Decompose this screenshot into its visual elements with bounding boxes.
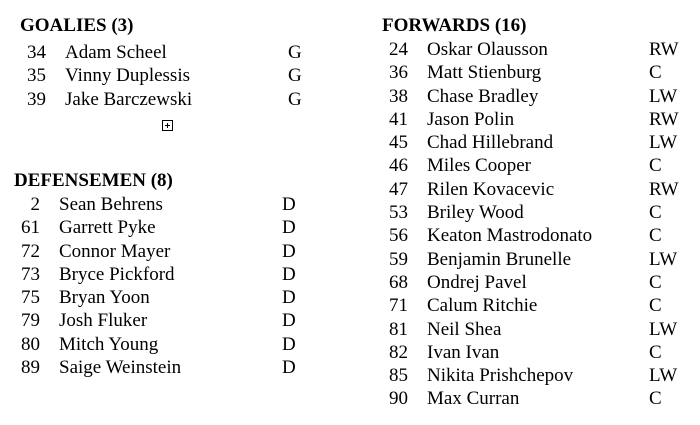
- roster-row: [382, 61, 692, 84]
- roster-row: [382, 248, 692, 271]
- player-position: C: [649, 271, 662, 293]
- player-name: Connor Mayer: [59, 240, 171, 262]
- player-position: G: [288, 88, 302, 110]
- player-number: 36: [389, 62, 408, 84]
- defensemen-list: [14, 193, 314, 379]
- roster-row: [382, 271, 692, 294]
- player-number: 39: [27, 88, 46, 110]
- roster-row: [14, 263, 314, 286]
- player-number: 79: [21, 310, 40, 332]
- player-name: Garrett Pyke: [59, 217, 156, 239]
- player-position: C: [649, 225, 662, 247]
- roster-row: [382, 294, 692, 317]
- player-name: Ondrej Pavel: [427, 271, 527, 293]
- roster-row: [14, 356, 314, 379]
- player-position: G: [288, 42, 302, 63]
- player-name: Rilen Kovacevic: [427, 178, 555, 200]
- roster-row: [14, 216, 314, 239]
- player-position: C: [649, 388, 662, 410]
- player-number: 24: [389, 39, 408, 60]
- player-number: 81: [389, 318, 408, 340]
- goalies-heading: GOALIES (3): [20, 15, 134, 36]
- player-name: Miles Cooper: [427, 155, 531, 177]
- roster-row: [382, 318, 692, 341]
- player-name: Josh Fluker: [59, 310, 148, 332]
- player-number: 68: [389, 271, 408, 293]
- player-position: LW: [649, 132, 678, 154]
- player-name: Neil Shea: [427, 318, 502, 340]
- player-position: RW: [649, 108, 679, 130]
- goalies-list: [20, 41, 320, 111]
- player-number: 45: [389, 132, 408, 154]
- player-number: 75: [21, 287, 40, 309]
- player-number: 56: [389, 225, 408, 247]
- player-name: Matt Stienburg: [427, 62, 542, 84]
- player-position: LW: [649, 85, 678, 107]
- player-position: RW: [649, 39, 679, 60]
- roster-row: [382, 341, 692, 364]
- player-position: RW: [649, 178, 679, 200]
- player-position: D: [282, 194, 296, 215]
- roster-row: [382, 387, 692, 410]
- player-position: C: [649, 202, 662, 224]
- roster-row: [382, 38, 692, 61]
- player-name: Chase Bradley: [427, 85, 539, 107]
- forwards-list: [382, 38, 692, 411]
- forwards-section: [382, 14, 692, 411]
- player-name: Mitch Young: [59, 333, 159, 355]
- player-name: Max Curran: [427, 388, 520, 410]
- player-name: Benjamin Brunelle: [427, 248, 572, 270]
- roster-row: [382, 154, 692, 177]
- defensemen-heading: DEFENSEMEN (8): [14, 170, 173, 191]
- player-position: LW: [649, 318, 678, 340]
- player-name: Chad Hillebrand: [427, 132, 554, 154]
- roster-row: [14, 193, 314, 216]
- goalies-section: [20, 14, 320, 111]
- player-number: 61: [21, 217, 40, 239]
- roster-row: [382, 85, 692, 108]
- player-number: 73: [21, 263, 40, 285]
- roster-row: [382, 201, 692, 224]
- player-name: Briley Wood: [427, 202, 524, 224]
- roster-row: [382, 364, 692, 387]
- player-number: 2: [30, 194, 40, 215]
- player-name: Sean Behrens: [59, 194, 163, 215]
- player-position: D: [282, 333, 296, 355]
- roster-row: [382, 224, 692, 247]
- player-name: Nikita Prishchepov: [427, 365, 574, 387]
- player-position: D: [282, 217, 296, 239]
- player-number: 90: [389, 388, 408, 410]
- player-position: C: [649, 155, 662, 177]
- player-number: 85: [389, 365, 408, 387]
- player-number: 71: [389, 295, 408, 317]
- roster-row: [382, 131, 692, 154]
- player-position: D: [282, 240, 296, 262]
- player-number: 82: [389, 341, 408, 363]
- player-name: Keaton Mastrodonato: [427, 225, 593, 247]
- player-name: Oskar Olausson: [427, 39, 548, 60]
- roster-row: [14, 240, 314, 263]
- player-position: G: [288, 65, 302, 87]
- player-name: Adam Scheel: [65, 42, 167, 63]
- player-number: 38: [389, 85, 408, 107]
- player-name: Vinny Duplessis: [65, 65, 191, 87]
- player-number: 34: [27, 42, 46, 63]
- player-position: C: [649, 62, 662, 84]
- roster-row: [20, 41, 320, 64]
- roster-row: [14, 309, 314, 332]
- defensemen-section: [14, 169, 314, 379]
- roster-row: [20, 88, 320, 111]
- player-position: D: [282, 357, 296, 379]
- player-name: Jake Barczewski: [65, 88, 193, 110]
- forwards-heading: FORWARDS (16): [382, 15, 527, 36]
- player-number: 41: [389, 108, 408, 130]
- player-number: 53: [389, 202, 408, 224]
- player-position: C: [649, 341, 662, 363]
- player-position: C: [649, 295, 662, 317]
- roster-row: [382, 178, 692, 201]
- player-name: Calum Ritchie: [427, 295, 538, 317]
- roster-row: [20, 64, 320, 87]
- player-name: Bryan Yoon: [59, 287, 150, 309]
- player-position: D: [282, 263, 296, 285]
- player-number: 59: [389, 248, 408, 270]
- player-name: Ivan Ivan: [427, 341, 500, 363]
- player-number: 47: [389, 178, 408, 200]
- player-number: 35: [27, 65, 46, 87]
- roster-row: [382, 108, 692, 131]
- roster-row: [14, 286, 314, 309]
- player-name: Saige Weinstein: [59, 357, 182, 379]
- player-name: Bryce Pickford: [59, 263, 175, 285]
- player-number: 46: [389, 155, 408, 177]
- roster-row: [14, 333, 314, 356]
- player-position: LW: [649, 248, 678, 270]
- player-number: 80: [21, 333, 40, 355]
- player-number: 72: [21, 240, 40, 262]
- player-name: Jason Polin: [427, 108, 515, 130]
- player-number: 89: [21, 357, 40, 379]
- player-position: D: [282, 310, 296, 332]
- player-position: LW: [649, 365, 678, 387]
- player-position: D: [282, 287, 296, 309]
- plus-box-icon[interactable]: [162, 120, 173, 131]
